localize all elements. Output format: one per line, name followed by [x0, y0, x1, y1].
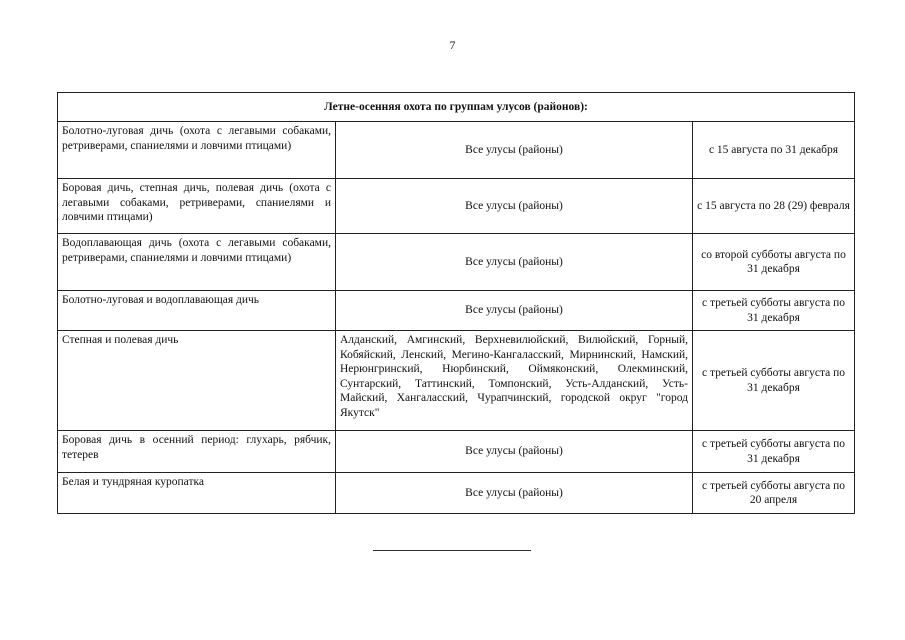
page-number: 7 — [449, 38, 456, 52]
period-cell: с третьей субботы августа по 20 апреля — [693, 473, 855, 514]
regions-cell: Все улусы (районы) — [336, 291, 693, 331]
game-cell: Степная и полевая дичь — [58, 331, 336, 431]
table-row — [58, 234, 855, 291]
period-cell: с третьей субботы августа по 31 декабря — [693, 431, 855, 473]
table-group-header-row — [58, 93, 855, 122]
regions-cell: Все улусы (районы) — [336, 122, 693, 179]
table-row — [58, 473, 855, 514]
table-row — [58, 291, 855, 331]
table-row — [58, 122, 855, 179]
game-cell: Боровая дичь в осенний период: глухарь, рябчик, тетерев — [58, 431, 336, 473]
period-cell: со второй субботы августа по 31 декабря — [693, 234, 855, 291]
regions-list-cell: Алданский, Амгинский, Верхневилюйский, Вилюйский, Горный, Кобяйский, Ленский, Мегино-Кангаласский, Мирнинский, Намский, Нерюнгринский, Нюрбинский, Оймяконский, Олекминский, Сунтарский, Таттинский, Томпонский, Усть-Алданский, Усть-Майский, Хангаласский, Чурапчинский, городской округ "город Якутск" — [336, 331, 693, 431]
game-cell: Боровая дичь, степная дичь, полевая дичь (охота с легавыми собаками, ретриверами, спаниелями и ловчими птицами) — [58, 179, 336, 234]
hunting-seasons-table — [57, 92, 855, 514]
table-row — [58, 179, 855, 234]
group-header-cell: Летне-осенняя охота по группам улусов (районов): — [58, 93, 855, 122]
period-cell: с третьей субботы августа по 31 декабря — [693, 291, 855, 331]
table-row — [58, 331, 855, 431]
game-cell: Белая и тундряная куропатка — [58, 473, 336, 514]
period-cell: с 15 августа по 28 (29) февраля — [693, 179, 855, 234]
regions-cell: Все улусы (районы) — [336, 473, 693, 514]
period-cell: с третьей субботы августа по 31 декабря — [693, 331, 855, 431]
game-cell: Водоплавающая дичь (охота с легавыми собаками, ретриверами, спаниелями и ловчими птицами) — [58, 234, 336, 291]
game-cell: Болотно-луговая дичь (охота с легавыми собаками, ретриверами, спаниелями и ловчими птицами) — [58, 122, 336, 179]
regions-cell: Все улусы (районы) — [336, 431, 693, 473]
period-cell: с 15 августа по 31 декабря — [693, 122, 855, 179]
regions-cell: Все улусы (районы) — [336, 179, 693, 234]
table-row — [58, 431, 855, 473]
game-cell: Болотно-луговая и водоплавающая дичь — [58, 291, 336, 331]
regions-cell: Все улусы (районы) — [336, 234, 693, 291]
footer-divider — [373, 550, 531, 551]
